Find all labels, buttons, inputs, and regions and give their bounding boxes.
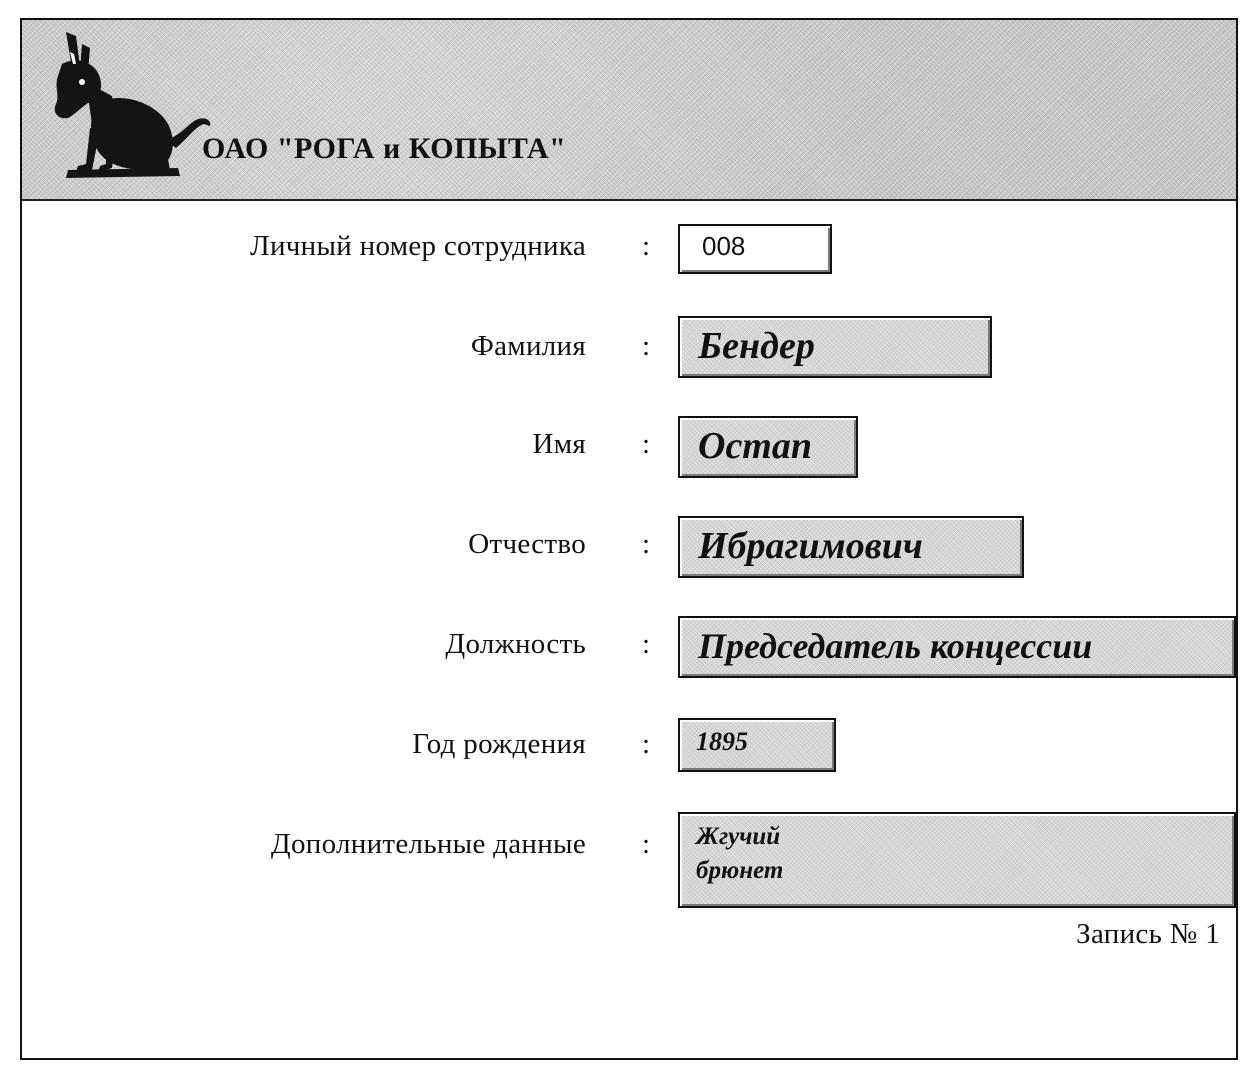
record-number-label: Запись № 1 (1076, 918, 1220, 950)
employee-id-field[interactable]: 008 (678, 224, 832, 274)
company-title: ОАО "РОГА и КОПЫТА" (202, 132, 567, 165)
colon-separator: : (642, 230, 651, 262)
position-label: Должность (445, 628, 586, 660)
colon-separator: : (642, 528, 651, 560)
first-name-field[interactable]: Остап (678, 416, 858, 478)
colon-separator: : (642, 628, 651, 660)
donkey-logo-icon (46, 32, 226, 180)
patronymic-label: Отчество (468, 528, 586, 560)
colon-separator: : (642, 828, 651, 860)
employee-form-window (20, 18, 1238, 1060)
colon-separator: : (642, 728, 651, 760)
additional-data-field[interactable]: Жгучий брюнет (678, 812, 1236, 908)
birth-year-label: Год рождения (412, 728, 586, 760)
additional-data-label: Дополнительные данные (270, 828, 586, 860)
patronymic-field[interactable]: Ибрагимович (678, 516, 1024, 578)
last-name-label: Фамилия (470, 330, 586, 362)
position-field[interactable]: Председатель концессии (678, 616, 1236, 678)
colon-separator: : (642, 428, 651, 460)
employee-id-label: Личный номер сотрудника (249, 230, 586, 262)
birth-year-field[interactable]: 1895 (678, 718, 836, 772)
colon-separator: : (642, 330, 651, 362)
header-banner (22, 20, 1236, 201)
first-name-label: Имя (532, 428, 586, 460)
last-name-field[interactable]: Бендер (678, 316, 992, 378)
